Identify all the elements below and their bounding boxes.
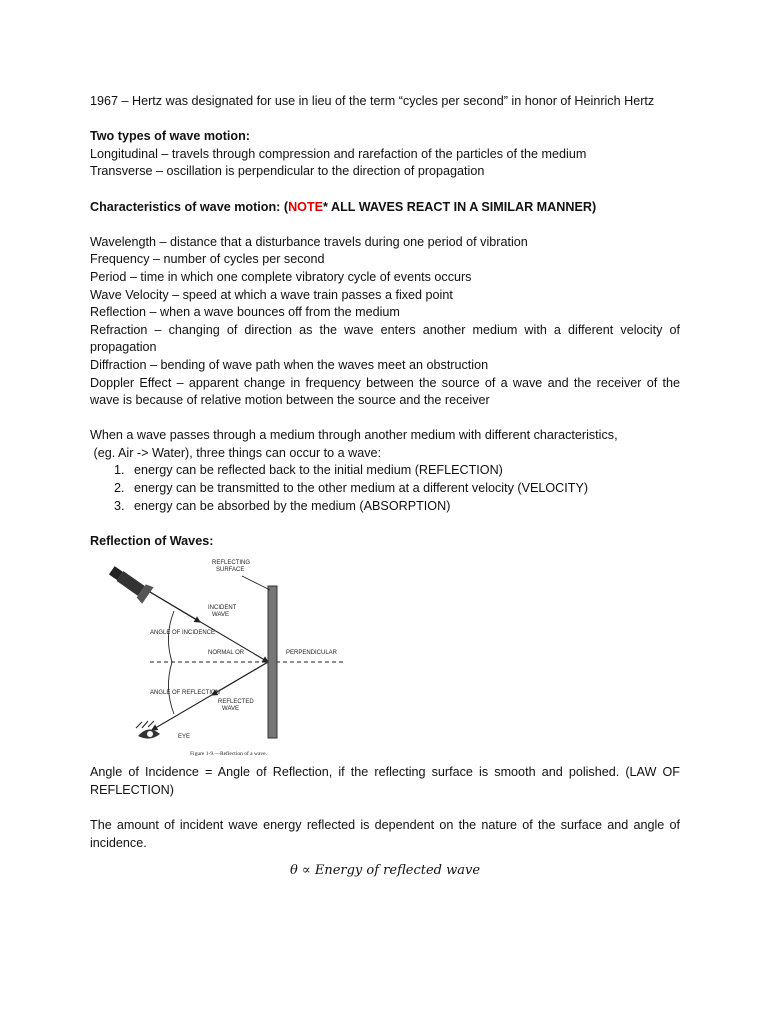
- law-of-reflection: Angle of Incidence = Angle of Reflection, if the reflecting surface is smooth and polished. (LAW OF REFLECTION): [90, 765, 680, 798]
- label-angle-incidence: ANGLE OF INCIDENCE: [150, 630, 216, 637]
- reflection-figure: [90, 556, 344, 760]
- document-body: [90, 93, 680, 880]
- figure-caption: Figure 1-9.—Reflection of a wave.: [190, 751, 267, 758]
- definition-period: Period – time in which one complete vibratory cycle of events occurs: [90, 269, 472, 284]
- flashlight-icon: [106, 563, 154, 605]
- reflecting-surface: [268, 586, 277, 738]
- amount-reflected: The amount of incident wave energy reflected is dependent on the nature of the surface and angle of incidence.: [90, 818, 680, 850]
- definition-doppler: Doppler Effect – apparent change in frequency between the source of a wave and the receiver of the wave is because of relative motion between the source and the receiver: [90, 375, 680, 408]
- hertz-line: 1967 – Hertz was designated for use in lieu of the term “cycles per second” in honor of Heinrich Hertz: [90, 94, 655, 108]
- eye-icon: [136, 721, 160, 739]
- label-perpendicular: PERPENDICULAR: [286, 650, 338, 657]
- label-normal-or: NORMAL OR: [208, 650, 245, 657]
- characteristics-suffix: * ALL WAVES REACT IN A SIMILAR MANNER): [323, 199, 597, 214]
- label-surface: SURFACE: [216, 567, 245, 574]
- label-reflecting: REFLECTING: [212, 560, 251, 567]
- longitudinal-line: Longitudinal – travels through compression and rarefaction of the particles of the medium: [90, 146, 587, 161]
- label-reflected-wave: WAVE: [222, 706, 240, 713]
- transverse-line: Transverse – oscillation is perpendicular to the direction of propagation: [90, 164, 485, 179]
- outcomes-list: [90, 462, 680, 515]
- characteristics-prefix: Characteristics of wave motion: (: [90, 199, 289, 214]
- definition-refraction: Refraction – changing of direction as the wave enters another medium with a different velocity of propagation: [90, 322, 680, 355]
- label-incident-wave: WAVE: [212, 612, 230, 619]
- proportionality-formula: θ ∝ Energy of reflected wave: [289, 863, 481, 879]
- definition-reflection: Reflection – when a wave bounces off from the medium: [90, 305, 400, 320]
- svg-text:REFLECTING SURFACE: [150, 560, 339, 740]
- label-reflected: REFLECTED: [218, 699, 254, 706]
- characteristics-heading: [90, 199, 680, 217]
- definition-frequency: Frequency – number of cycles per second: [90, 252, 325, 267]
- note-label: NOTE: [288, 199, 324, 214]
- medium-intro-line-2: (eg. Air -> Water), three things can occur to a wave:: [90, 445, 382, 460]
- definition-wave-velocity: Wave Velocity – speed at which a wave train passes a fixed point: [90, 287, 453, 302]
- label-eye: EYE: [178, 734, 191, 741]
- reflection-heading: Reflection of Waves:: [90, 533, 214, 548]
- reflection-diagram: [90, 556, 344, 760]
- label-angle-reflection: ANGLE OF REFLECTION: [150, 690, 221, 697]
- definition-wavelength: Wavelength – distance that a disturbance travels during one period of vibration: [90, 234, 528, 249]
- types-heading: Two types of wave motion:: [90, 129, 250, 144]
- label-incident: INCIDENT: [208, 605, 237, 612]
- outcome-velocity: 2. energy can be transmitted to the other medium at a different velocity (VELOCITY): [128, 480, 680, 498]
- medium-intro-line-1: When a wave passes through a medium through another medium with different characteristics,: [90, 428, 618, 443]
- outcome-absorption: 3. energy can be absorbed by the medium (ABSORPTION): [128, 498, 680, 516]
- definition-diffraction: Diffraction – bending of wave path when the waves meet an obstruction: [90, 357, 489, 372]
- outcome-reflection: 1. energy can be reflected back to the initial medium (REFLECTION): [128, 462, 680, 480]
